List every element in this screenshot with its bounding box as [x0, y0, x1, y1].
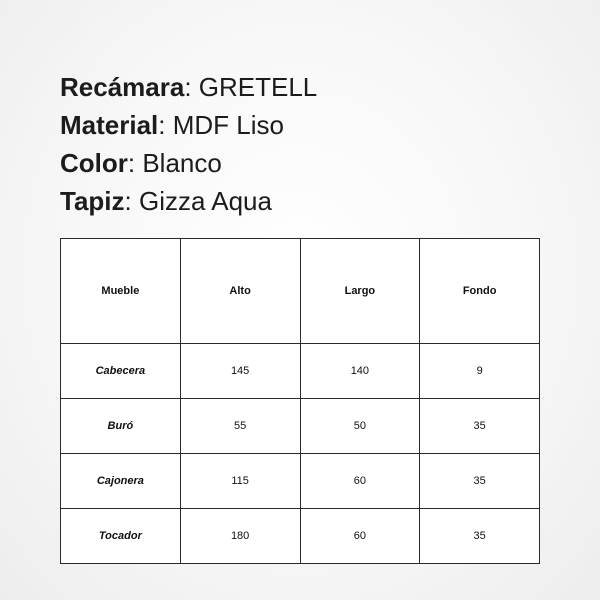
depth-cell: 35 [420, 509, 540, 564]
height-cell: 180 [180, 509, 300, 564]
height-cell: 55 [180, 399, 300, 454]
spec-value: Gizza Aqua [138, 186, 272, 216]
spec-line-material [60, 106, 560, 144]
column-header-alto: Alto [180, 239, 300, 344]
furniture-name-cell: Cajonera [61, 454, 181, 509]
length-cell: 60 [300, 509, 420, 564]
length-cell: 60 [300, 454, 420, 509]
length-cell: 140 [300, 344, 420, 399]
spec-line-color [60, 144, 560, 182]
spec-key: Color [60, 148, 128, 178]
height-cell: 115 [180, 454, 300, 509]
spec-value: Blanco [142, 148, 222, 178]
column-header-mueble: Mueble [61, 239, 181, 344]
spec-separator: : [124, 186, 139, 216]
spec-separator: : [184, 72, 199, 102]
table-header [61, 239, 540, 344]
table-row [61, 509, 540, 564]
dimensions-table [60, 238, 540, 564]
table-row [61, 344, 540, 399]
depth-cell: 9 [420, 344, 540, 399]
table-header-row [61, 239, 540, 344]
table-body [61, 344, 540, 564]
furniture-name-cell: Buró [61, 399, 181, 454]
column-header-largo: Largo [300, 239, 420, 344]
spec-key: Recámara [60, 72, 185, 102]
spec-value: MDF Liso [172, 110, 284, 140]
column-header-fondo: Fondo [420, 239, 540, 344]
furniture-name-cell: Tocador [61, 509, 181, 564]
table-row [61, 454, 540, 509]
spec-line-tapiz [60, 182, 560, 220]
spec-key: Tapiz [60, 186, 125, 216]
spec-key: Material [60, 110, 159, 140]
depth-cell: 35 [420, 454, 540, 509]
spec-separator: : [127, 148, 143, 178]
spec-value: GRETELL [198, 72, 318, 102]
length-cell: 50 [300, 399, 420, 454]
height-cell: 145 [180, 344, 300, 399]
table-row [61, 399, 540, 454]
specs-block [60, 68, 560, 220]
spec-separator: : [158, 110, 173, 140]
depth-cell: 35 [420, 399, 540, 454]
spec-line-recamara [60, 68, 560, 106]
furniture-name-cell: Cabecera [61, 344, 181, 399]
